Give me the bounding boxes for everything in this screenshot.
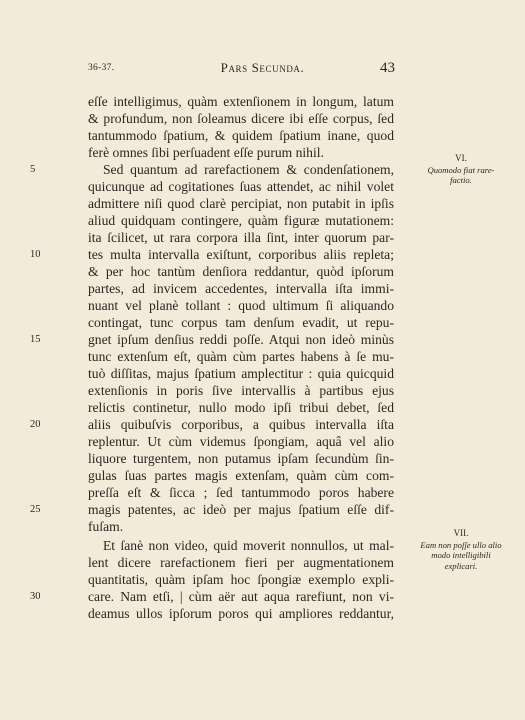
text-line: preſſa eſt & ſicca ; ſed tantummodo poros habere	[88, 485, 394, 500]
text-line: eſſe intelligimus, quàm extenſionem in longum, latum	[88, 94, 394, 109]
line-number: 10	[30, 249, 41, 260]
text-line: gulas ſuas partes magis extenſam, quàm cùm com-	[88, 468, 394, 483]
line-number: 25	[30, 504, 41, 515]
text-line: care. Nam etſi, | cùm aër aut aqua rarefiunt, non vi-	[88, 589, 394, 604]
text-line: ita ſcilicet, ut rara corpora illa ſint, inter quorum par-	[88, 230, 394, 245]
running-title: Pars Secunda.	[220, 60, 305, 75]
text-line: replentur. Ut cùm videmus ſpongiam, aquâ vel alio	[88, 434, 394, 449]
line-number: 20	[30, 419, 41, 430]
text-line: tantummodo ſpatium, & quidem ſpatium inane, quod	[88, 128, 394, 143]
section-range: 36-37.	[88, 63, 115, 73]
text-line: fuſam.	[88, 519, 124, 534]
text-line: liquore turgentem, non putamus ipſam ſecundùm ſin-	[88, 451, 394, 466]
text-line: aliis quibuſvis corporibus, a quibus intervalla iſta	[88, 417, 394, 432]
text-line: nuant vel planè tollant : quod ultimum ſi aliquando	[88, 298, 394, 313]
page-number: 43	[380, 60, 395, 76]
text-line: magis patentes, ac ideò per majus ſpatium eſſe dif-	[88, 502, 394, 517]
text-line: extenſionis in poris ſive intervallis à partibus ejus	[88, 383, 394, 398]
text-line: quicunque ad cogitationes ſuas attendet, ac nihil volet	[88, 179, 394, 194]
marginal-note-text: explicari.	[444, 560, 478, 571]
marginal-note-text: Quomodo fiat rare-	[427, 164, 495, 175]
line-number: 5	[30, 164, 36, 175]
text-line: relictis continetur, nullo modo ipſi tribui debet, ſed	[88, 400, 394, 415]
text-line: lent dicere rarefactionem fieri per augmentationem	[88, 555, 394, 570]
marginal-note-text: modo intelligibili	[431, 550, 491, 560]
line-number: 15	[30, 334, 41, 345]
marginal-note	[408, 528, 514, 571]
text-line: contingat, tunc corpus tam denſum evadit, ut repu-	[88, 315, 394, 330]
text-line: deamus ullos ipſorum poros qui ampliores reddantur,	[88, 606, 394, 621]
text-line: Sed quantum ad rarefactionem & condenſationem,	[103, 162, 394, 177]
text-line: quantitatis, quàm ipſam hoc ſpongiæ exemplo expli-	[88, 572, 394, 587]
text-line: ferè omnes ſibi perſuadent eſſe purum nihil.	[88, 145, 324, 160]
text-line: Et ſanè non video, quid moverit nonnullos, ut mal-	[103, 538, 394, 553]
marginal-note-number: VI.	[455, 153, 467, 163]
text-line: gnet ipſum denſius reddi poſſe. Atqui non ideò minùs	[88, 332, 394, 347]
marginal-note-text: factio.	[450, 175, 472, 185]
text-line: & profundum, non ſoleamus dicere ibi eſſe corpus, ſed	[88, 111, 394, 126]
marginal-note-number: VII.	[453, 528, 469, 538]
text-line: & per hoc tantùm denſiora reddantur, quòd ipſorum	[88, 264, 394, 279]
marginal-note	[408, 153, 514, 186]
text-line: partes, ad invicem accedentes, intervalla iſta immi-	[88, 281, 394, 296]
text-line: tunc extenſum eſt, quàm cùm partes habens à ſe mu-	[88, 349, 394, 364]
text-line: aliud quidquam contingere, quàm figuræ mutationem:	[88, 213, 394, 228]
marginal-note-text: Eam non poſſe ullo alio	[420, 539, 502, 550]
text-line: admittere niſi quod clarè percipiat, non putabit in ipſis	[88, 196, 394, 211]
text-line: tes multa intervalla exiſtunt, corporibus aliis repleta;	[88, 247, 394, 262]
running-header	[0, 60, 525, 80]
text-line: tuò diſſitas, majus ſpatium amplectitur : quia quicquid	[88, 366, 394, 381]
line-number: 30	[30, 591, 41, 602]
